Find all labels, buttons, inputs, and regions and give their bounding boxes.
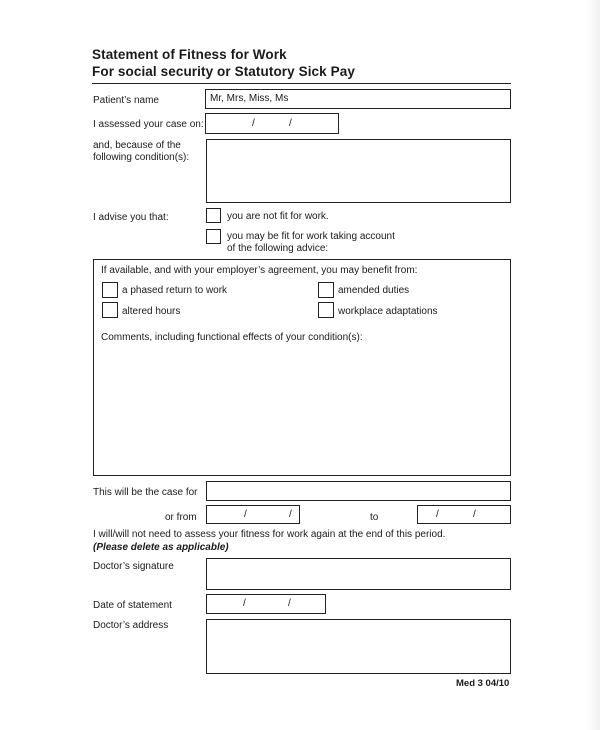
condition-label-line1: and, because of the <box>93 140 181 151</box>
doctor-signature-field[interactable] <box>206 558 511 590</box>
workplace-adaptations-label: workplace adaptations <box>338 306 438 317</box>
patient-name-label: Patient’s name <box>93 95 159 106</box>
date-separator: / <box>473 509 476 520</box>
advise-label: I advise you that: <box>93 212 169 223</box>
comments-field[interactable] <box>100 346 504 470</box>
page-edge-shadow <box>586 0 600 730</box>
not-fit-checkbox[interactable] <box>206 208 221 223</box>
altered-hours-checkbox[interactable] <box>102 302 118 318</box>
workplace-adaptations-checkbox[interactable] <box>318 302 334 318</box>
patient-name-field[interactable] <box>205 89 511 109</box>
doctor-signature-label: Doctor’s signature <box>93 561 174 572</box>
may-be-fit-label-line1: you may be fit for work taking account <box>227 231 395 242</box>
doctor-address-field[interactable] <box>206 619 511 674</box>
patient-name-value: Mr, Mrs, Miss, Ms <box>210 93 289 104</box>
date-separator: / <box>288 598 291 609</box>
form-subtitle: For social security or Statutory Sick Pay <box>92 64 355 79</box>
assessed-label: I assessed your case on: <box>93 119 204 130</box>
not-fit-label: you are not fit for work. <box>227 211 329 222</box>
reassess-text: I will/will not need to assess your fitness for work again at the end of this period. <box>93 529 446 540</box>
title-divider <box>92 83 511 84</box>
to-label: to <box>370 512 379 523</box>
benefit-intro: If available, and with your employer’s agreement, you may benefit from: <box>101 265 418 276</box>
amended-duties-label: amended duties <box>338 285 410 296</box>
statement-date-field[interactable] <box>206 594 326 614</box>
assessed-date-field[interactable] <box>205 113 339 134</box>
date-separator: / <box>289 509 292 520</box>
case-for-label: This will be the case for <box>93 487 198 498</box>
phased-return-label: a phased return to work <box>122 285 228 296</box>
date-separator: / <box>436 509 439 520</box>
date-separator: / <box>289 118 292 129</box>
date-separator: / <box>252 118 255 129</box>
case-for-field[interactable] <box>206 481 511 501</box>
from-date-field[interactable] <box>206 505 300 524</box>
to-date-field[interactable] <box>417 505 511 524</box>
date-separator: / <box>244 509 247 520</box>
doctor-address-label: Doctor’s address <box>93 620 169 631</box>
condition-field[interactable] <box>206 139 511 203</box>
may-be-fit-label-line2: of the following advice: <box>227 243 329 254</box>
form-title: Statement of Fitness for Work <box>92 47 287 62</box>
phased-return-checkbox[interactable] <box>102 282 118 298</box>
may-be-fit-checkbox[interactable] <box>206 229 221 244</box>
or-from-label: or from <box>165 512 197 523</box>
comments-label: Comments, including functional effects of your condition(s): <box>101 332 363 343</box>
form-code: Med 3 04/10 <box>456 678 510 689</box>
condition-label-line2: following condition(s): <box>93 152 190 163</box>
date-separator: / <box>243 598 246 609</box>
amended-duties-checkbox[interactable] <box>318 282 334 298</box>
date-of-statement-label: Date of statement <box>93 600 172 611</box>
altered-hours-label: altered hours <box>122 306 181 317</box>
delete-note: (Please delete as applicable) <box>93 542 229 553</box>
